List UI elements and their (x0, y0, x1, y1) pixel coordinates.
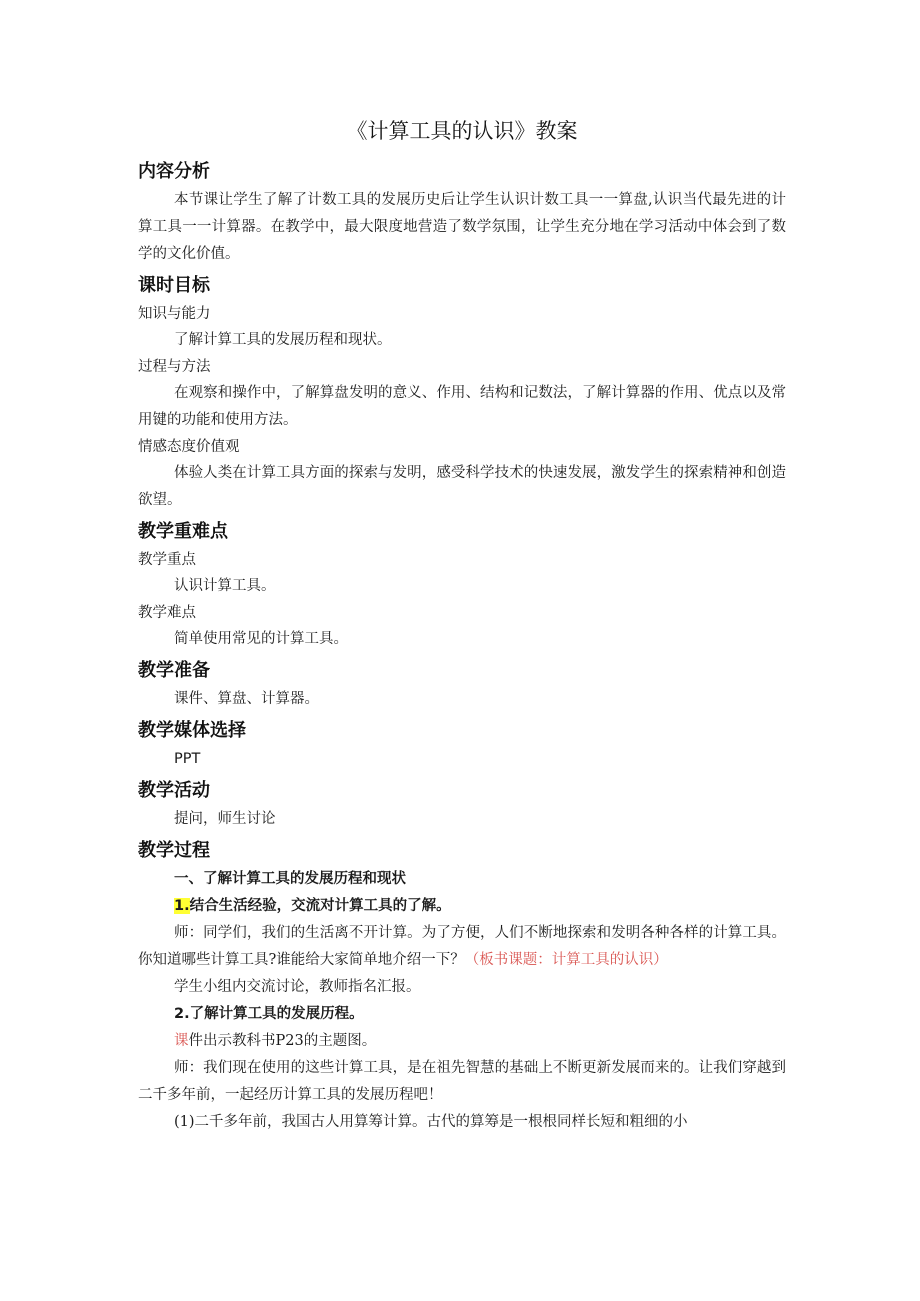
knowledge-label: 知识与能力 (138, 306, 211, 322)
process-item-1: (1)二千多年前，我国古人用算筹计算。古代的算筹是一根根同样长短和粗细的小 (174, 1114, 688, 1130)
teacher-1-text: 师：同学们，我们的生活离不开计算。为了方便，人们不断地探索和发明各种各样的计算工具。你知道哪些计算工具?谁能给大家简单地介绍一下？ (138, 925, 786, 968)
courseware-prefix: 课 (174, 1033, 189, 1049)
courseware-paragraph (138, 1028, 786, 1055)
difficult-point-label: 教学难点 (138, 605, 196, 621)
process-method-text: 在观察和操作中，了解算盘发明的意义、作用、结构和记数法，了解计算器的作用、优点以及常用键的功能和使用方法。 (138, 385, 786, 428)
heading-preparation: 教学准备 (138, 660, 210, 681)
emotion-text: 体验人类在计算工具方面的探索与发明，感受科学技术的快速发展，激发学生的探索精神和创造欲望。 (138, 465, 786, 508)
heading-media: 教学媒体选择 (138, 720, 246, 741)
process-section-1: 一、了解计算工具的发展历程和现状 (174, 871, 406, 887)
teacher-paragraph-1 (138, 920, 786, 974)
content-analysis-text: 本节课让学生了解了计数工具的发展历史后让学生认识计数工具一一算盘,认识当代最先进的计算工具一一计算器。在教学中，最大限度地营造了数学氛围，让学生充分地在学习活动中体会到了数学的文化价值。 (138, 192, 786, 262)
heading-process: 教学过程 (138, 840, 210, 861)
heading-objectives: 课时目标 (138, 275, 210, 296)
step-1-text: 结合生活经验，交流对计算工具的了解。 (189, 898, 451, 914)
blackboard-note: （板书课题：计算工具的认识） (464, 952, 668, 968)
emotion-label: 情感态度价值观 (138, 439, 240, 455)
document-title: 《计算工具的认识》教案 (346, 119, 578, 143)
step-1-number-highlight: 1. (174, 898, 190, 914)
difficult-point-text: 简单使用常见的计算工具。 (174, 631, 348, 647)
activities-text: 提问，师生讨论 (174, 811, 276, 827)
process-step-1 (138, 893, 786, 920)
heading-key-points: 教学重难点 (138, 521, 228, 542)
process-step-2: 2.了解计算工具的发展历程。 (174, 1006, 364, 1022)
knowledge-text: 了解计算工具的发展历程和现状。 (174, 332, 392, 348)
media-text: PPT (174, 751, 201, 767)
key-point-text: 认识计算工具。 (174, 578, 276, 594)
courseware-rest: 件出示教科书P23的主题图。 (188, 1033, 377, 1049)
teacher-paragraph-2: 师：我们现在使用的这些计算工具，是在祖先智慧的基础上不断更新发展而来的。让我们穿越到二千多年前，一起经历计算工具的发展历程吧！ (138, 1060, 786, 1103)
heading-content-analysis: 内容分析 (138, 161, 210, 182)
students-discussion-text: 学生小组内交流讨论，教师指名汇报。 (174, 979, 421, 995)
heading-activities: 教学活动 (138, 780, 210, 801)
key-point-label: 教学重点 (138, 552, 196, 568)
process-method-label: 过程与方法 (138, 359, 211, 375)
preparation-text: 课件、算盘、计算器。 (174, 691, 319, 707)
document-page (138, 112, 786, 1136)
